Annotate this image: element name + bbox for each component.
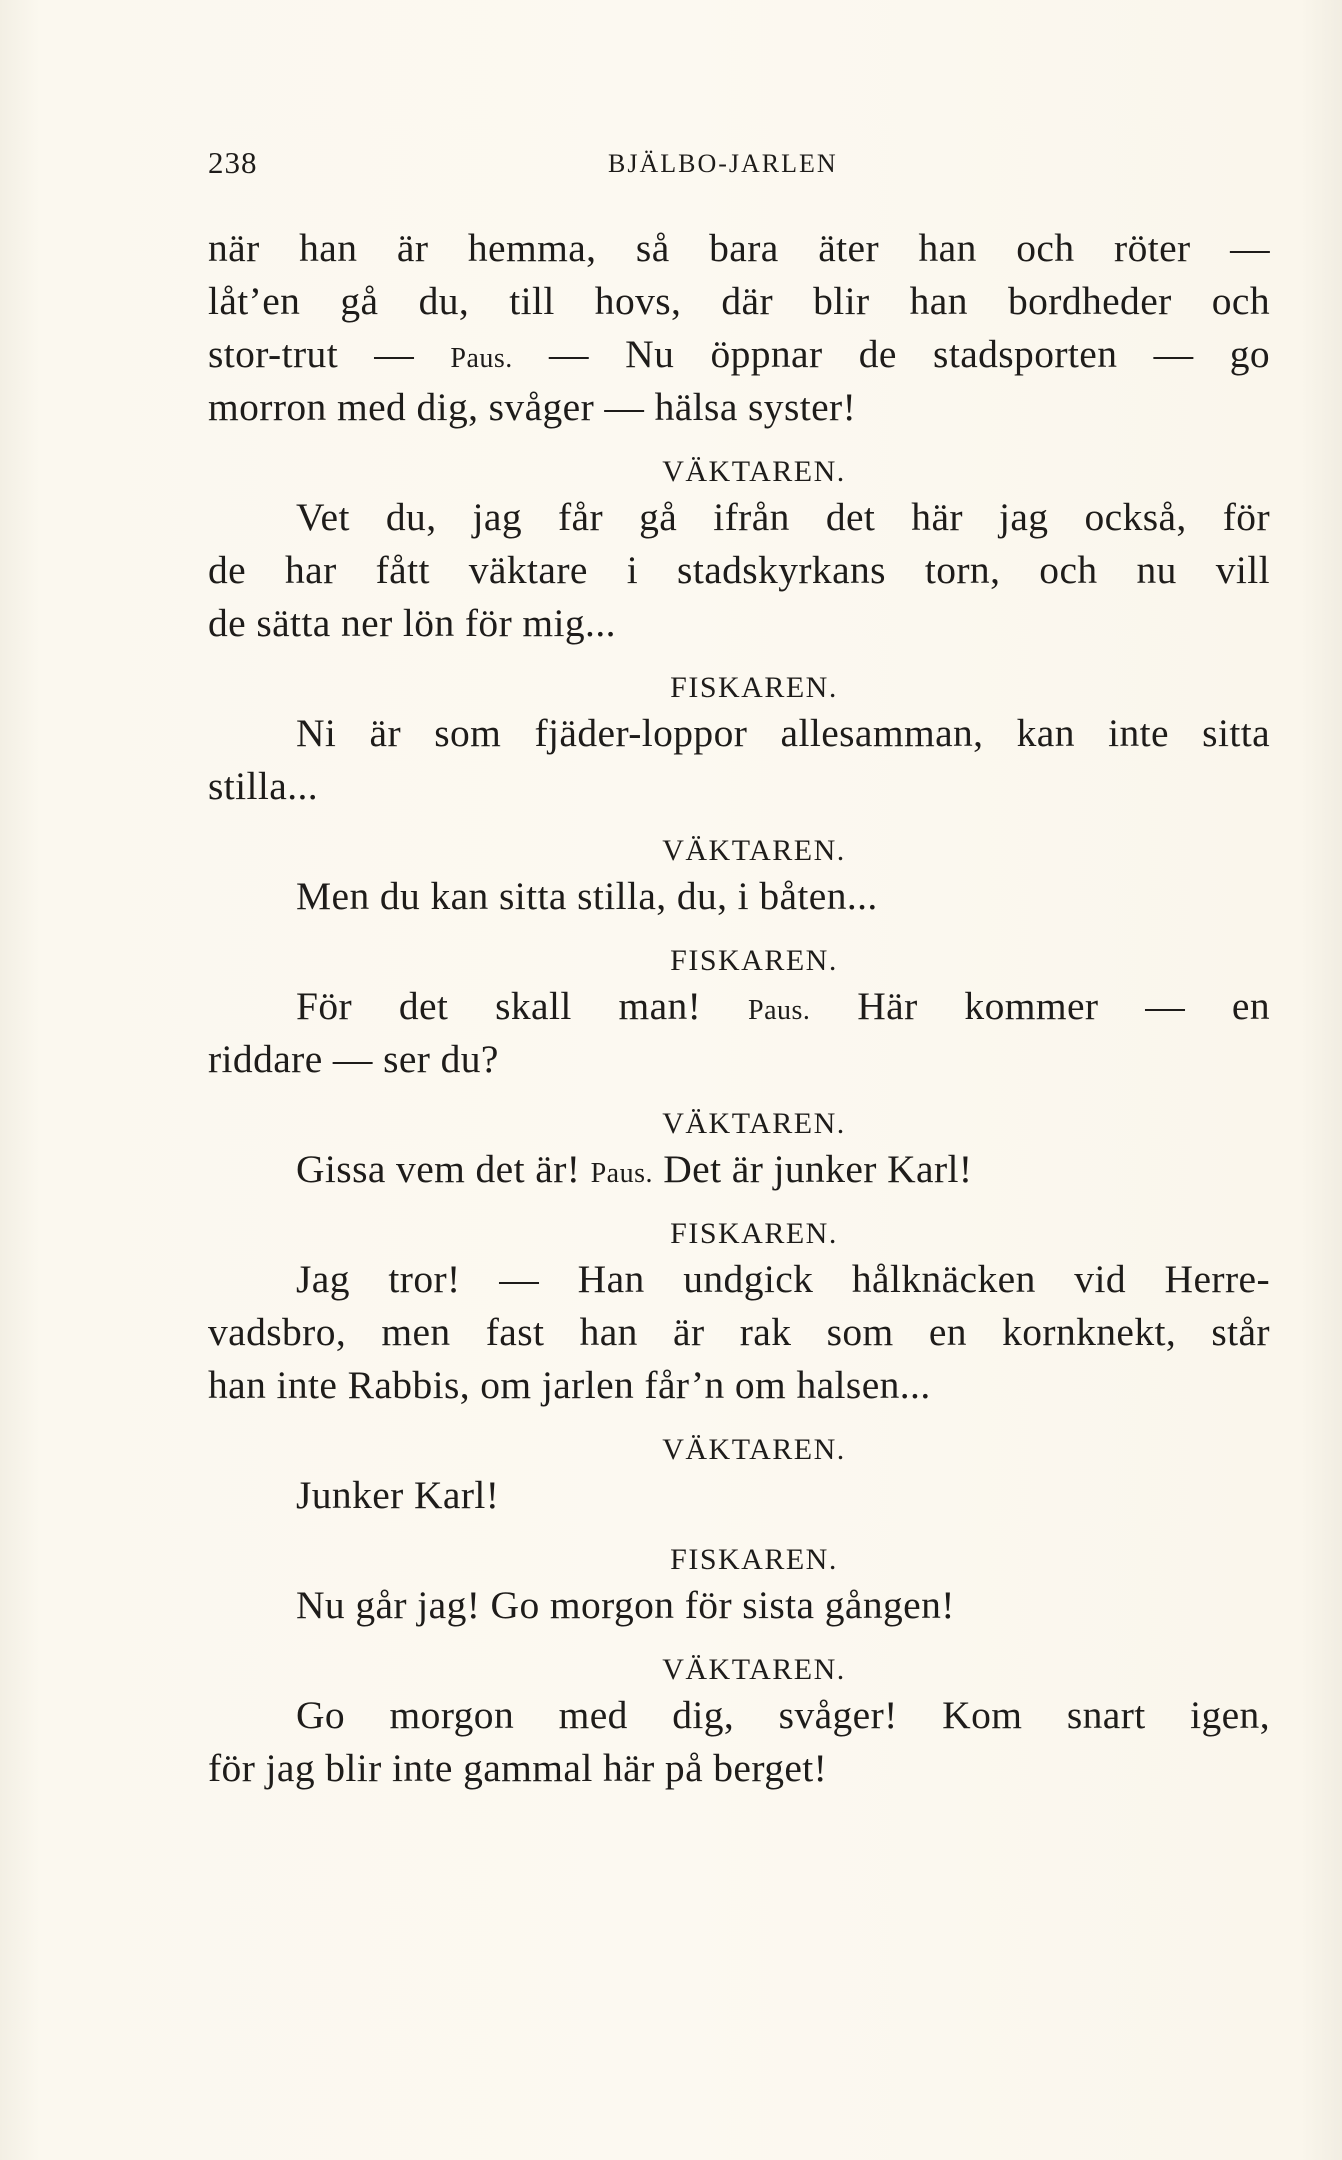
text-fragment: stor-trut — xyxy=(208,332,451,376)
text-line: för jag blir inte gammal här på berget! xyxy=(208,1746,828,1790)
text-line: låt’en gå du, till hovs, där blir han bordheder och xyxy=(208,279,1270,323)
text-fragment: För det skall man! xyxy=(296,984,749,1028)
page-header xyxy=(208,145,1270,185)
text-line: stilla... xyxy=(208,764,319,808)
text-line: Nu går jag! Go morgon för sista gången! xyxy=(296,1583,955,1627)
text-line: Jag tror! — Han undgick hålknäcken vid Herre- xyxy=(296,1257,1270,1301)
speaker-name: VÄKTAREN. xyxy=(662,834,846,867)
text-line: Go morgon med dig, svåger! Kom snart igen, xyxy=(296,1693,1270,1737)
text-line: Vet du, jag får gå ifrån det här jag också, för xyxy=(296,495,1270,539)
stage-direction: Paus. xyxy=(590,1158,653,1189)
text-line: Ni är som fjäder-loppor allesamman, kan inte sitta xyxy=(296,711,1270,755)
text-line: de sätta ner lön för mig... xyxy=(208,601,616,645)
text-fragment: Här kommer — en xyxy=(810,984,1270,1028)
page-number: 238 xyxy=(208,145,258,180)
play-text xyxy=(208,222,1270,1795)
text-line: morron med dig, svåger — hälsa syster! xyxy=(208,385,857,429)
text-line xyxy=(208,328,1270,381)
speaker-name: FISKAREN. xyxy=(670,1543,838,1576)
text-line: han inte Rabbis, om jarlen får’n om halsen... xyxy=(208,1363,931,1407)
stage-direction: Paus. xyxy=(748,995,811,1026)
text-line xyxy=(208,1143,1270,1196)
speaker-name: FISKAREN. xyxy=(670,1217,838,1250)
stage-direction: Paus. xyxy=(450,343,513,374)
text-line: de har fått väktare i stadskyrkans torn, och nu vill xyxy=(208,548,1270,592)
text-line: vadsbro, men fast han är rak som en kornknekt, står xyxy=(208,1310,1270,1354)
speaker-name: VÄKTAREN. xyxy=(662,1107,846,1140)
speaker-name: FISKAREN. xyxy=(670,944,838,977)
text-fragment: Gissa vem det är! xyxy=(296,1147,591,1191)
text-fragment: Det är junker Karl! xyxy=(652,1147,973,1191)
running-head: BJÄLBO-JARLEN xyxy=(608,149,838,178)
text-line: riddare — ser du? xyxy=(208,1037,499,1081)
text-line: Junker Karl! xyxy=(296,1473,500,1517)
speaker-name: VÄKTAREN. xyxy=(662,1433,846,1466)
speaker-name: VÄKTAREN. xyxy=(662,1653,846,1686)
speaker-name: FISKAREN. xyxy=(670,671,838,704)
text-line: Men du kan sitta stilla, du, i båten... xyxy=(296,874,878,918)
text-fragment: — Nu öppnar de stadsporten — go xyxy=(512,332,1270,376)
speaker-name: VÄKTAREN. xyxy=(662,455,846,488)
text-line: när han är hemma, så bara äter han och röter — xyxy=(208,226,1270,270)
text-line xyxy=(208,980,1270,1033)
